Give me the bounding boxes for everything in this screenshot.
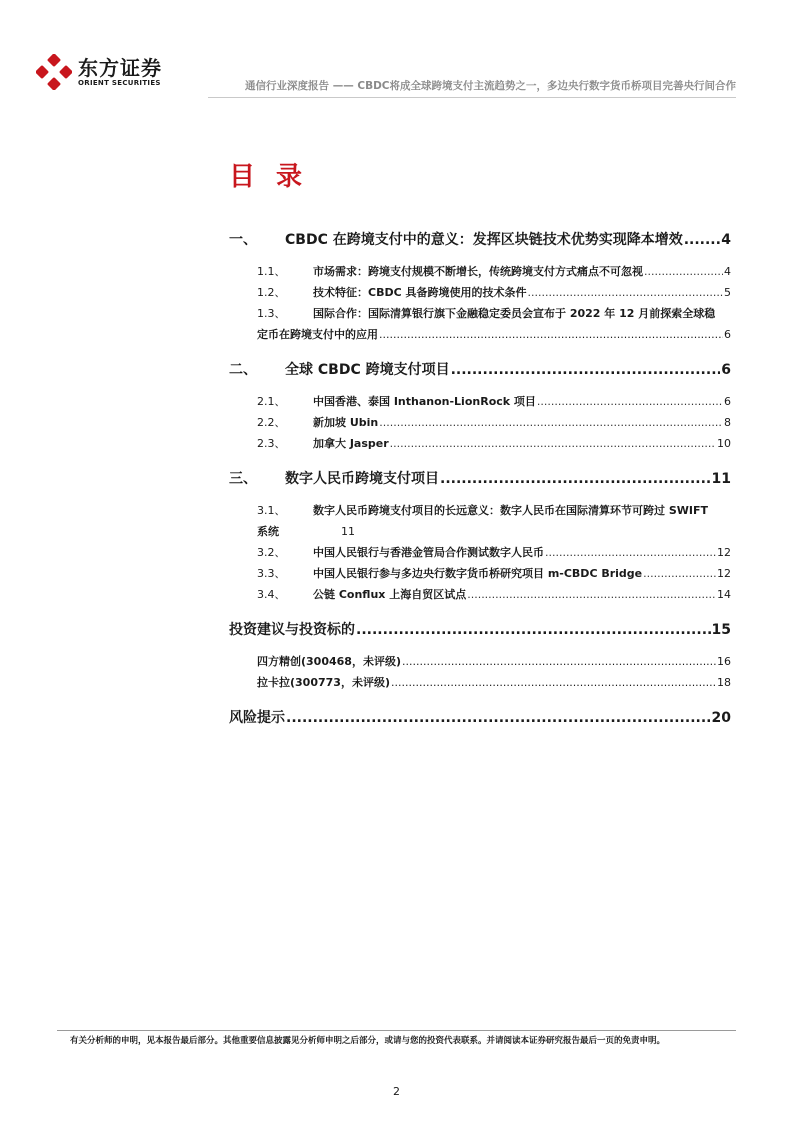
toc-section-number: 一、	[229, 232, 257, 248]
toc-item-investment-2[interactable]	[229, 672, 731, 693]
logo-english-name: ORIENT SECURITIES	[78, 78, 161, 87]
toc-item-title: 技术特征：CBDC 具备跨境使用的技术条件	[313, 286, 527, 299]
toc-item-title: 中国人民银行参与多边央行数字货币桥研究项目 m-CBDC Bridge	[313, 567, 643, 580]
toc-page-number: 5	[724, 286, 731, 299]
dot-leader	[379, 324, 723, 345]
dot-leader	[528, 282, 724, 303]
toc-item-title: 四方精创(300468，未评级)	[257, 655, 401, 668]
toc-item-number: 1.2、	[257, 286, 286, 299]
logo-chinese-name: 东方证券	[78, 55, 162, 80]
toc-page-number: 14	[717, 588, 731, 601]
toc-item-1-1[interactable]	[229, 261, 731, 282]
toc-section-title: 数字人民币跨境支付项目	[285, 471, 439, 487]
toc-item-2-2[interactable]	[229, 412, 731, 433]
toc-item-3-2[interactable]	[229, 542, 731, 563]
toc-item-number: 1.1、	[257, 265, 286, 278]
toc-item-title-continued: 定币在跨境支付中的应用	[257, 328, 378, 341]
toc-section-title: CBDC 在跨境支付中的意义：发挥区块链技术优势实现降本增效	[285, 232, 683, 248]
page-number: 2	[393, 1085, 400, 1098]
dot-leader	[467, 584, 716, 605]
toc-item-2-3[interactable]	[229, 433, 731, 454]
table-of-contents	[229, 228, 731, 730]
toc-section-number: 三、	[229, 471, 257, 487]
toc-item-title: 新加坡 Ubin	[313, 416, 379, 429]
toc-page-number: 6	[724, 395, 731, 408]
toc-item-title: 拉卡拉(300773，未评级)	[257, 676, 390, 689]
toc-item-title: 中国人民银行与香港金管局合作测试数字人民币	[313, 546, 544, 559]
toc-item-1-3-continued[interactable]	[229, 324, 731, 345]
toc-item-number: 2.3、	[257, 437, 286, 450]
toc-item-title: 加拿大 Jasper	[313, 437, 389, 450]
toc-item-number: 3.2、	[257, 546, 286, 559]
toc-item-2-1[interactable]	[229, 391, 731, 412]
toc-section-2[interactable]	[229, 358, 731, 382]
toc-section-1[interactable]	[229, 228, 731, 252]
header-divider	[208, 97, 736, 98]
dot-leader	[440, 467, 711, 491]
toc-page-number: 8	[724, 416, 731, 429]
toc-page-number: 10	[717, 437, 731, 450]
toc-section-number: 二、	[229, 362, 257, 378]
toc-page-number: 6	[721, 362, 731, 378]
toc-item-1-2[interactable]	[229, 282, 731, 303]
toc-item-number: 1.3、	[257, 307, 286, 320]
toc-item-number: 3.3、	[257, 567, 286, 580]
toc-page-number: 16	[717, 655, 731, 668]
orient-logo-icon	[36, 54, 72, 90]
toc-page-number: 12	[717, 567, 731, 580]
toc-page-number: 11	[711, 471, 731, 487]
dot-leader	[402, 651, 716, 672]
toc-title: 目 录	[229, 162, 309, 192]
toc-section-risk[interactable]	[229, 706, 731, 730]
toc-item-title: 数字人民币跨境支付项目的长远意义：数字人民币在国际清算环节可跨过 SWIFT	[313, 504, 708, 517]
toc-item-number: 2.2、	[257, 416, 286, 429]
dot-leader	[356, 618, 711, 642]
dot-leader	[451, 358, 721, 382]
toc-page-number: 11	[341, 525, 355, 538]
toc-section-title: 全球 CBDC 跨境支付项目	[285, 362, 450, 378]
toc-item-title-continued: 系统	[257, 525, 279, 538]
toc-item-title: 中国香港、泰国 Inthanon-LionRock 项目	[313, 395, 536, 408]
dot-leader	[391, 672, 716, 693]
toc-page-number: 15	[711, 622, 731, 638]
toc-item-3-3[interactable]	[229, 563, 731, 584]
footer-divider	[57, 1030, 736, 1031]
dot-leader	[643, 563, 716, 584]
toc-item-title: 市场需求：跨境支付规模不断增长，传统跨境支付方式痛点不可忽视	[313, 265, 643, 278]
footer-disclaimer: 有关分析师的申明，见本报告最后部分。其他重要信息披露见分析师申明之后部分，或请与您的投资代表联系。并请阅读本证券研究报告最后一页的免责申明。	[70, 1036, 666, 1046]
toc-item-3-4[interactable]	[229, 584, 731, 605]
toc-page-number: 6	[724, 328, 731, 341]
toc-section-investment[interactable]	[229, 618, 731, 642]
dot-leader	[545, 542, 716, 563]
dot-leader	[537, 391, 723, 412]
toc-item-number: 3.4、	[257, 588, 286, 601]
dot-leader	[379, 412, 723, 433]
toc-item-investment-1[interactable]	[229, 651, 731, 672]
toc-page-number: 20	[711, 710, 731, 726]
toc-page-number: 4	[721, 232, 731, 248]
toc-item-title: 国际合作：国际清算银行旗下金融稳定委员会宣布于 2022 年 12 月前探索全球稳	[313, 307, 716, 320]
toc-page-number: 18	[717, 676, 731, 689]
toc-section-3[interactable]	[229, 467, 731, 491]
dot-leader	[286, 706, 711, 730]
toc-item-1-3[interactable]	[229, 303, 731, 324]
toc-item-3-1[interactable]	[229, 500, 731, 521]
dot-leader	[684, 228, 721, 252]
toc-section-title: 投资建议与投资标的	[229, 622, 355, 638]
toc-section-title: 风险提示	[229, 710, 285, 726]
dot-leader	[644, 261, 723, 282]
dot-leader	[390, 433, 716, 454]
toc-item-3-1-continued[interactable]	[229, 521, 731, 542]
company-logo	[36, 52, 162, 92]
toc-page-number: 4	[724, 265, 731, 278]
toc-item-number: 2.1、	[257, 395, 286, 408]
toc-item-title: 公链 Conflux 上海自贸区试点	[313, 588, 467, 601]
report-header-title: 通信行业深度报告 —— CBDC将成全球跨境支付主流趋势之一，多边央行数字货币桥项目完善央行间合作	[245, 80, 736, 92]
toc-item-number: 3.1、	[257, 504, 286, 517]
toc-page-number: 12	[717, 546, 731, 559]
